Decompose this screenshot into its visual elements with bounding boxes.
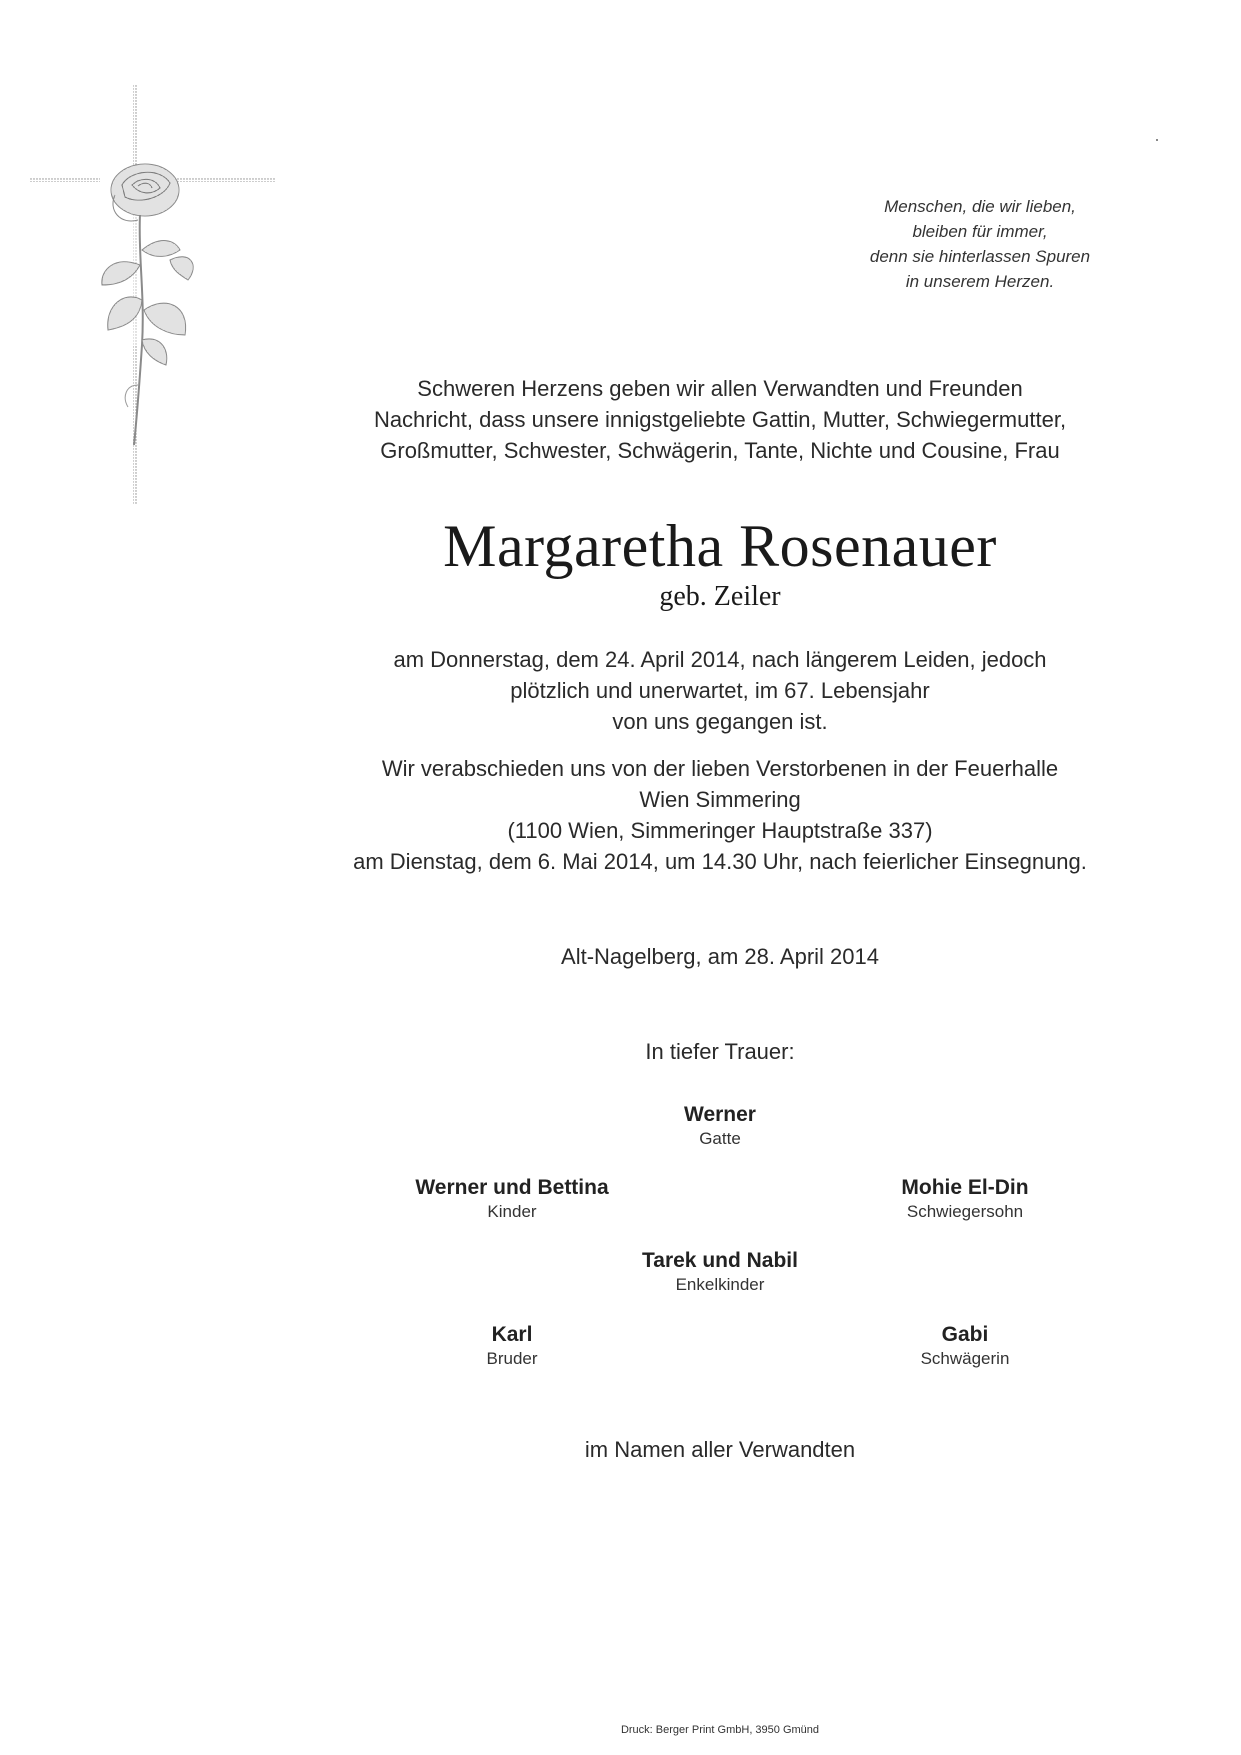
maiden-name: geb. Zeiler — [659, 581, 781, 612]
intro-line: Nachricht, dass unsere innigstgeliebte Gattin, Mutter, Schwiegermutter, — [373, 407, 1067, 432]
farewell-line: (1100 Wien, Simmeringer Hauptstraße 337) — [507, 818, 933, 843]
place-and-date: Alt-Nagelberg, am 28. April 2014 — [561, 944, 879, 969]
death-notice — [300, 644, 1140, 737]
mourner-relation: Schwiegersohn — [906, 1202, 1024, 1221]
announcement-intro — [300, 373, 1140, 466]
mourner-name: Werner — [684, 1103, 756, 1126]
death-notice-line: plötzlich und unerwartet, im 67. Lebensjahr — [510, 678, 930, 703]
quote-line: denn sie hinterlassen Spuren — [869, 247, 1091, 266]
mourning-label: In tiefer Trauer: — [645, 1039, 795, 1064]
farewell-line: Wir verabschieden uns von der lieben Verstorbenen in der Feuerhalle — [381, 756, 1059, 781]
farewell-line: Wien Simmering — [639, 787, 801, 812]
deceased-name: Margaretha Rosenauer — [443, 513, 997, 579]
mourner-gabi — [815, 1322, 1115, 1370]
death-notice-line: am Donnerstag, dem 24. April 2014, nach längerem Leiden, jedoch — [393, 647, 1047, 672]
intro-line: Großmutter, Schwester, Schwägerin, Tante, Nichte und Cousine, Frau — [380, 438, 1060, 463]
scan-speck — [1156, 139, 1158, 141]
mourner-relation: Schwägerin — [920, 1349, 1010, 1368]
closing-line: im Namen aller Verwandten — [584, 1437, 856, 1462]
death-notice-line: von uns gegangen ist. — [612, 709, 828, 734]
mourner-name: Tarek und Nabil — [642, 1249, 798, 1272]
mourner-relation: Bruder — [486, 1349, 538, 1368]
mourner-name: Gabi — [941, 1323, 989, 1346]
mourner-mohie — [815, 1175, 1115, 1223]
mourner-name: Werner und Bettina — [415, 1176, 609, 1199]
printer-credit: Druck: Berger Print GmbH, 3950 Gmünd — [620, 1724, 820, 1736]
memorial-quote — [760, 194, 1200, 294]
mourner-relation: Kinder — [487, 1202, 537, 1221]
mourner-tarek-nabil — [570, 1248, 870, 1296]
farewell-line: am Dienstag, dem 6. Mai 2014, um 14.30 Uhr, nach feierlicher Einsegnung. — [353, 849, 1087, 874]
mourner-karl — [362, 1322, 662, 1370]
cross-with-rose-icon — [30, 85, 275, 505]
mourner-werner — [570, 1102, 870, 1150]
quote-line: bleiben für immer, — [912, 222, 1048, 241]
mourner-werner-bettina — [362, 1175, 662, 1223]
mourner-relation: Gatte — [699, 1129, 741, 1148]
mourner-name: Karl — [491, 1323, 533, 1346]
quote-line: Menschen, die wir lieben, — [884, 197, 1076, 216]
quote-line: in unserem Herzen. — [905, 272, 1055, 291]
intro-line: Schweren Herzens geben wir allen Verwandten und Freunden — [417, 376, 1023, 401]
mourner-name: Mohie El-Din — [901, 1176, 1029, 1199]
farewell-details — [300, 753, 1140, 877]
mourner-relation: Enkelkinder — [675, 1275, 765, 1294]
